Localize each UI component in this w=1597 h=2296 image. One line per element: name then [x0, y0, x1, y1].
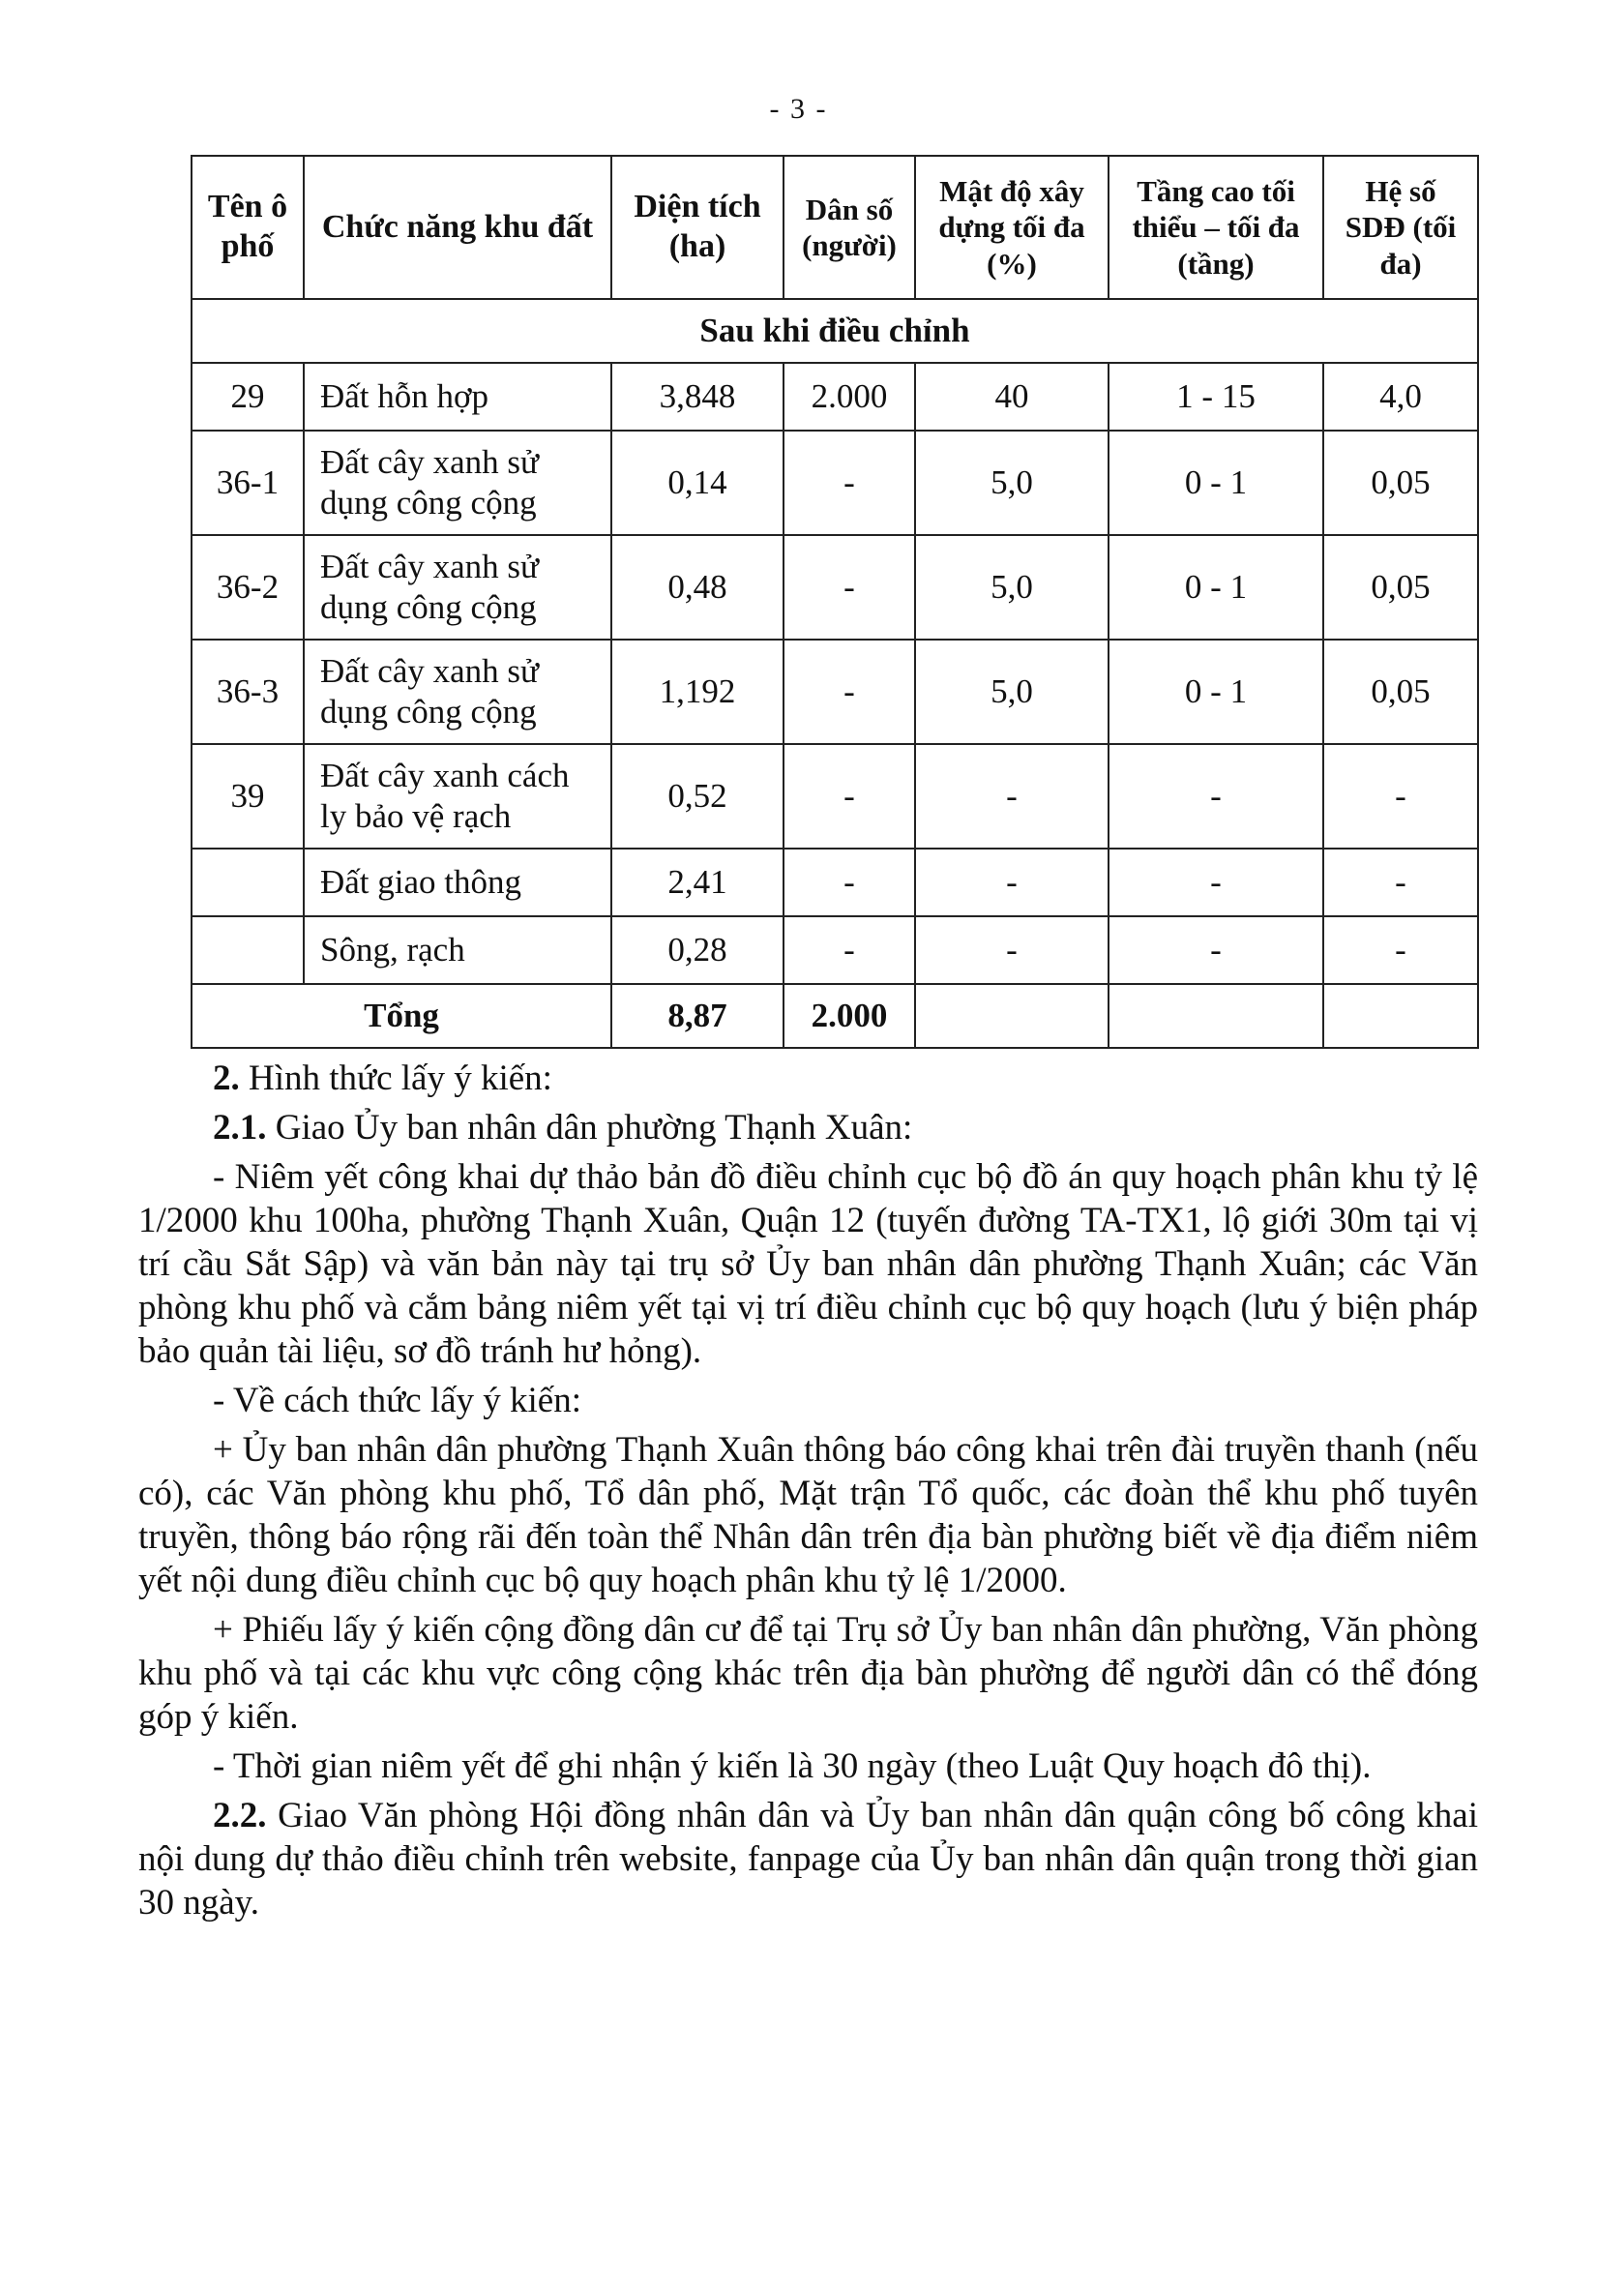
cell-population: -	[784, 744, 915, 849]
heading-2-2-number: 2.2.	[213, 1796, 267, 1835]
paragraph: + Phiếu lấy ý kiến cộng đồng dân cư để tại Trụ sở Ủy ban nhân dân phường, Văn phòng khu phố và tại các khu vực công cộng khác trên địa bàn phường để người dân có thể đóng góp ý kiến.	[138, 1610, 1478, 1737]
cell-floors: 1 - 15	[1109, 363, 1323, 431]
cell-function: Đất cây xanh sử dụng công cộng	[304, 640, 611, 744]
cell-block: 29	[192, 363, 304, 431]
cell-function: Sông, rạch	[304, 916, 611, 984]
cell-function: Đất giao thông	[304, 849, 611, 916]
header-population: Dân số (người)	[784, 156, 915, 299]
header-land-use-ratio: Hệ số SDĐ (tối đa)	[1323, 156, 1478, 299]
total-population: 2.000	[784, 984, 915, 1048]
cell-block: 36-1	[192, 431, 304, 535]
heading-2-2-text: Giao Văn phòng Hội đồng nhân dân và Ủy ban nhân dân quận công bố công khai nội dung dự thảo điều chỉnh trên website, fanpage của Ủy ban nhân dân quận trong thời gian 30 ngày.	[138, 1796, 1478, 1923]
cell-ratio: 0,05	[1323, 640, 1478, 744]
cell-ratio: 4,0	[1323, 363, 1478, 431]
heading-2-2	[138, 1794, 1478, 1924]
cell-area: 0,48	[611, 535, 784, 640]
cell-ratio: -	[1323, 849, 1478, 916]
table-row	[192, 744, 1478, 849]
table-row	[192, 363, 1478, 431]
table-row	[192, 849, 1478, 916]
paragraph: + Ủy ban nhân dân phường Thạnh Xuân thông báo công khai trên đài truyền thanh (nếu có), các Văn phòng khu phố, Tổ dân phố, Mặt trận Tổ quốc, các đoàn thể khu phố tuyên truyền, thông báo rộng rãi đến toàn thể Nhân dân trên địa bàn phường biết về địa điểm niêm yết nội dung điều chỉnh cục bộ quy hoạch phân khu tỷ lệ 1/2000.	[138, 1430, 1478, 1600]
cell-function: Đất hỗn hợp	[304, 363, 611, 431]
header-floors: Tầng cao tối thiểu – tối đa (tầng)	[1109, 156, 1323, 299]
cell-area: 0,14	[611, 431, 784, 535]
cell-ratio: 0,05	[1323, 431, 1478, 535]
total-empty-cell	[1323, 984, 1478, 1048]
table-row	[192, 535, 1478, 640]
cell-density: 40	[915, 363, 1109, 431]
cell-ratio: -	[1323, 916, 1478, 984]
cell-floors: -	[1109, 916, 1323, 984]
header-area: Diện tích (ha)	[611, 156, 784, 299]
cell-population: -	[784, 431, 915, 535]
cell-density: 5,0	[915, 535, 1109, 640]
paragraph: - Niêm yết công khai dự thảo bản đồ điều chỉnh cục bộ đồ án quy hoạch phân khu tỷ lệ 1/2000 khu 100ha, phường Thạnh Xuân, Quận 12 (tuyến đường TA-TX1, lộ giới 30m tại vị trí cầu Sắt Sập) và văn bản này tại trụ sở Ủy ban nhân dân phường Thạnh Xuân; các Văn phòng khu phố và cắm bảng niêm yết tại vị trí điều chỉnh cục bộ quy hoạch (lưu ý biện pháp bảo quản tài liệu, sơ đồ tránh hư hỏng).	[138, 1157, 1478, 1371]
cell-density: -	[915, 744, 1109, 849]
heading-2-1-text: Giao Ủy ban nhân dân phường Thạnh Xuân:	[266, 1108, 913, 1148]
paragraph: - Về cách thức lấy ý kiến:	[213, 1381, 582, 1420]
table-row	[192, 916, 1478, 984]
cell-ratio: -	[1323, 744, 1478, 849]
section-row	[192, 299, 1478, 363]
total-empty-cell	[915, 984, 1109, 1048]
header-block-name: Tên ô phố	[192, 156, 304, 299]
cell-function: Đất cây xanh sử dụng công cộng	[304, 431, 611, 535]
table-header-row	[192, 156, 1478, 299]
cell-density: 5,0	[915, 640, 1109, 744]
cell-block	[192, 849, 304, 916]
cell-area: 0,28	[611, 916, 784, 984]
table-row	[192, 431, 1478, 535]
heading-2-text: Hình thức lấy ý kiến:	[239, 1059, 552, 1098]
cell-block	[192, 916, 304, 984]
heading-2-number: 2.	[213, 1059, 240, 1098]
heading-2	[213, 1057, 1478, 1100]
cell-block: 36-2	[192, 535, 304, 640]
land-use-table	[191, 155, 1479, 1049]
header-density: Mật độ xây dựng tối đa (%)	[915, 156, 1109, 299]
cell-area: 3,848	[611, 363, 784, 431]
body-text	[138, 1057, 1478, 1924]
cell-population: -	[784, 916, 915, 984]
total-row	[192, 984, 1478, 1048]
cell-density: 5,0	[915, 431, 1109, 535]
cell-density: -	[915, 916, 1109, 984]
cell-area: 1,192	[611, 640, 784, 744]
cell-population: -	[784, 849, 915, 916]
cell-function: Đất cây xanh cách ly bảo vệ rạch	[304, 744, 611, 849]
heading-2-1	[213, 1106, 1478, 1149]
cell-floors: 0 - 1	[1109, 535, 1323, 640]
header-land-function: Chức năng khu đất	[304, 156, 611, 299]
table-row	[192, 640, 1478, 744]
page-number: - 3 -	[769, 93, 828, 125]
cell-ratio: 0,05	[1323, 535, 1478, 640]
cell-population: 2.000	[784, 363, 915, 431]
cell-density: -	[915, 849, 1109, 916]
cell-block: 39	[192, 744, 304, 849]
cell-floors: -	[1109, 744, 1323, 849]
cell-area: 2,41	[611, 849, 784, 916]
cell-floors: 0 - 1	[1109, 431, 1323, 535]
cell-area: 0,52	[611, 744, 784, 849]
cell-floors: -	[1109, 849, 1323, 916]
section-label: Sau khi điều chỉnh	[192, 299, 1478, 363]
cell-floors: 0 - 1	[1109, 640, 1323, 744]
cell-block: 36-3	[192, 640, 304, 744]
paragraph: - Thời gian niêm yết để ghi nhận ý kiến là 30 ngày (theo Luật Quy hoạch đô thị).	[213, 1746, 1372, 1786]
cell-population: -	[784, 535, 915, 640]
total-empty-cell	[1109, 984, 1323, 1048]
total-label: Tổng	[192, 984, 611, 1048]
cell-population: -	[784, 640, 915, 744]
total-area: 8,87	[611, 984, 784, 1048]
cell-function: Đất cây xanh sử dụng công cộng	[304, 535, 611, 640]
heading-2-1-number: 2.1.	[213, 1108, 267, 1148]
